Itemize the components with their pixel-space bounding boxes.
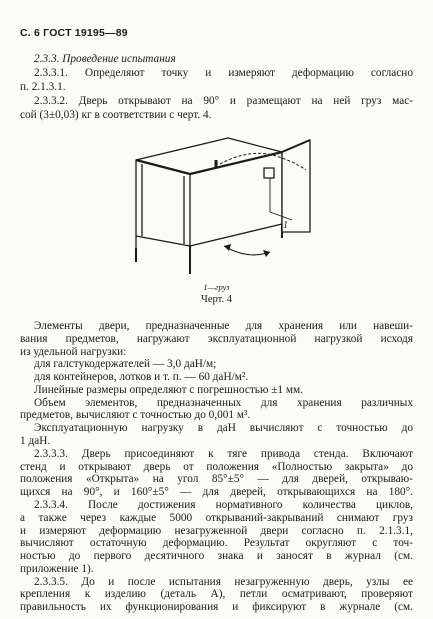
text-line: правильность их функционирования и фиксируют в журнале (см.	[20, 601, 413, 614]
text-line: и измеряют деформацию незагруженной двери согласно п. 2.1.3.1,	[20, 524, 413, 537]
text-line: из удельной нагрузки:	[20, 345, 127, 358]
section-heading: 2.3.3. Проведение испытания	[34, 53, 176, 65]
text-line: вания предметов, нагружают эксплуатационной нагрузкой исходя	[20, 332, 413, 345]
text-line: ностью до первого десятичного знака и заносят в журнал (см.	[20, 550, 413, 563]
text-line: для галстукодержателей — 3,0 даН/м;	[34, 358, 217, 371]
text-line: 2.3.3.4. После достижения нормативного количества циклов,	[34, 498, 413, 511]
cabinet-door-figure	[120, 128, 330, 280]
text-line: предметов, вычисляют с точностью до 0,001 м³.	[20, 409, 251, 422]
text-line: 2.3.3.1. Определяют точку и измеряют деформацию согласно	[34, 67, 413, 79]
text-line: Объем элементов, предназначенных для хранения различных	[34, 396, 413, 409]
figure-legend: 1—груз	[203, 282, 230, 292]
text-line: 2.3.3.3. Дверь присоединяют к тяге привода стенда. Включают	[34, 447, 413, 460]
text-line: крепления к изделию (деталь А), петли осматривают, проверяют	[20, 588, 413, 601]
text-line: приложение 1).	[20, 562, 94, 575]
text-line: стенд и открывают дверь от положения «Полностью закрыта» до	[20, 460, 413, 473]
text-line: Эксплуатационную нагрузку в даН вычисляют с точностью до	[34, 422, 413, 435]
text-line: щихся на 90°, и 160°±5° — для дверей, открывающихся на 180°.	[20, 486, 413, 499]
text-line: вычисляют остаточную деформацию. Результат округляют с точ-	[20, 537, 413, 550]
text-line: 1 даН.	[20, 435, 51, 448]
text-line: а также через каждые 5000 открываний-закрываний снимают груз	[20, 511, 413, 524]
text-line: сой (3±0,03) кг в соответствии с черт. 4.	[20, 109, 212, 121]
page-header: С. 6 ГОСТ 19195—89	[20, 27, 128, 39]
text-line: Линейные размеры определяют с погрешностью ±1 мм.	[34, 383, 303, 396]
text-line: Элементы двери, предназначенные для хранения или навеши-	[34, 320, 413, 332]
text-line: положения «Открыта» на угол 85°±5° — для дверей, открываю-	[20, 473, 413, 486]
text-line: 2.3.3.2. Дверь открывают на 90° и размещают на ней груз мас-	[34, 95, 413, 107]
figure-caption: Черт. 4	[201, 294, 232, 305]
figure-callout: 1	[283, 220, 288, 231]
text-line: для контейнеров, лотков и т. п. — 60 даН/м².	[34, 371, 249, 384]
text-line: п. 2.1.3.1.	[20, 81, 66, 93]
text-line: 2.3.3.5. До и после испытания незагруженную дверь, узлы ее	[34, 575, 413, 588]
